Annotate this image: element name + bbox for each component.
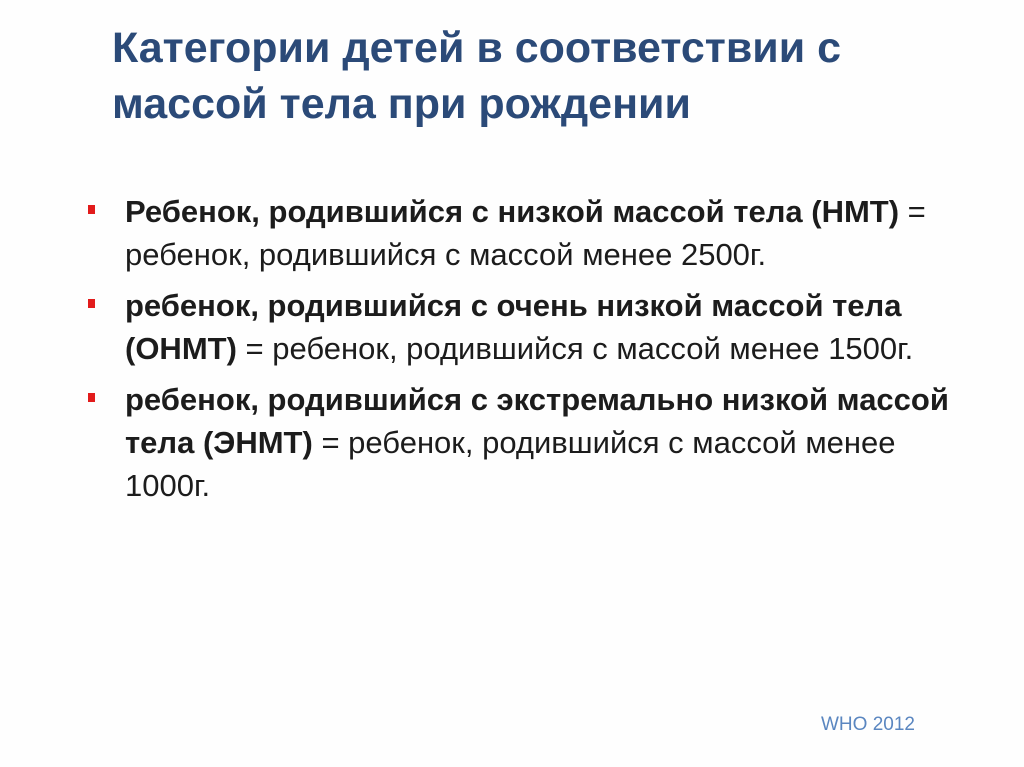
bullet-square-icon (88, 205, 95, 214)
bullet-list (88, 190, 958, 515)
bullet-definition: = ребенок, родившийся с массой менее 2500г. (125, 194, 926, 272)
bullet-square-icon (88, 393, 95, 402)
slide-title-line-2: массой тела при рождении (112, 80, 691, 128)
bullet-term: Ребенок, родившийся с низкой массой тела (НМТ) (125, 194, 900, 229)
bullet-term: ребенок, родившийся с очень низкой массой тела (ОНМТ) (125, 288, 902, 366)
slide-title (112, 20, 972, 132)
slide-title-line-1: Категории детей в соответствии с (112, 24, 842, 72)
bullet-item-onmt (88, 284, 958, 370)
bullet-definition: = ребенок, родившийся с массой менее 1500г. (236, 331, 914, 366)
bullet-term: ребенок, родившийся с экстремально низкой массой тела (ЭНМТ) (125, 382, 949, 460)
bullet-definition: = ребенок, родившийся с массой менее 1000г. (125, 425, 896, 503)
bullet-item-nmt (88, 190, 958, 276)
source-footnote: WHO 2012 (821, 714, 915, 735)
bullet-square-icon (88, 299, 95, 308)
bullet-item-enmt (88, 378, 958, 507)
